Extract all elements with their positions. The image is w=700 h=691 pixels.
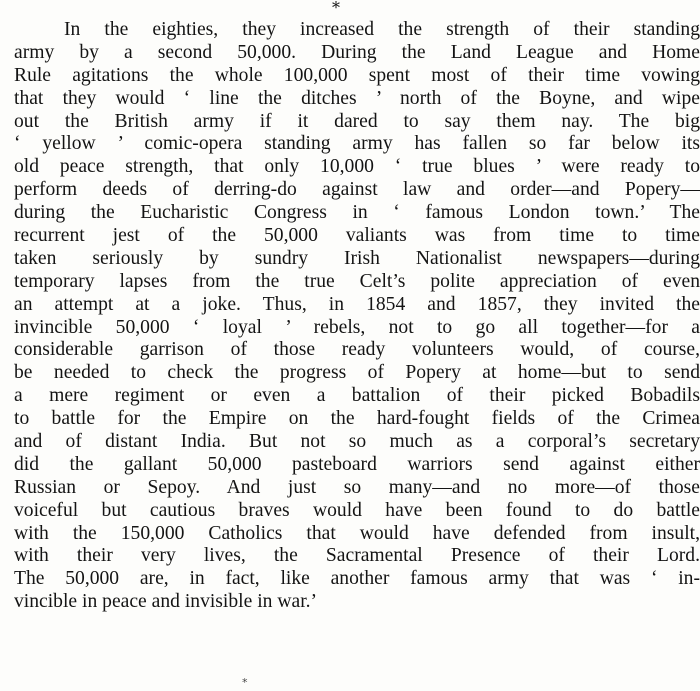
text-line: did the gallant 50,000 pasteboard warriors send against either — [14, 453, 700, 475]
text-line: an attempt at a joke. Thus, in 1854 and 1857, they invited the — [14, 293, 700, 315]
text-line: with their very lives, the Sacramental Presence of their Lord. — [14, 545, 700, 567]
text-line: perform deeds of derring-do against law and order—and Popery— — [14, 179, 700, 201]
text-line: vincible in peace and invisible in war.’ — [14, 591, 318, 613]
text-line: Russian or Sepoy. And just so many—and no more—of those — [14, 476, 700, 498]
text-line: considerable garrison of those ready volunteers would, of course, — [14, 339, 700, 361]
text-line: that they would ‘ line the ditches ’ north of the Boyne, and wipe — [14, 87, 700, 109]
text-line: and of distant India. But not so much as a corporal’s secretary — [14, 431, 700, 453]
body-paragraph — [14, 19, 700, 614]
text-line: ‘ yellow ’ comic-opera standing army has fallen so far below its — [14, 133, 700, 155]
text-line: In the eighties, they increased the strength of their standing — [64, 19, 700, 40]
text-line: temporary lapses from the true Celt’s polite appreciation of even — [14, 270, 700, 292]
text-line: with the 150,000 Catholics that would have defended from insult, — [14, 522, 700, 544]
text-line: The 50,000 are, in fact, like another famous army that was ‘ in- — [14, 568, 700, 590]
text-line: taken seriously by sundry Irish Nationalist newspapers—during — [14, 247, 700, 269]
bottom-stray-mark: * — [242, 676, 248, 689]
text-line: a mere regiment or even a battalion of their picked Bobadils — [14, 385, 700, 407]
text-line: out the British army if it dared to say them nay. The big — [14, 110, 700, 132]
text-line: army by a second 50,000. During the Land League and Home — [14, 41, 700, 63]
text-line: recurrent jest of the 50,000 valiants was from time to time — [14, 225, 700, 247]
text-line: old peace strength, that only 10,000 ‘ true blues ’ were ready to — [14, 156, 700, 178]
text-line: be needed to check the progress of Popery at home—but to send — [14, 362, 700, 384]
text-line: during the Eucharistic Congress in ‘ famous London town.’ The — [14, 202, 700, 224]
top-asterisk-mark: * — [332, 0, 340, 17]
text-line: voiceful but cautious braves would have been found to do battle — [14, 499, 700, 521]
text-line: invincible 50,000 ‘ loyal ’ rebels, not to go all together—for a — [14, 316, 700, 338]
text-line: Rule agitations the whole 100,000 spent most of their time vowing — [14, 64, 700, 86]
text-line: to battle for the Empire on the hard-fought fields of the Crimea — [14, 408, 700, 430]
